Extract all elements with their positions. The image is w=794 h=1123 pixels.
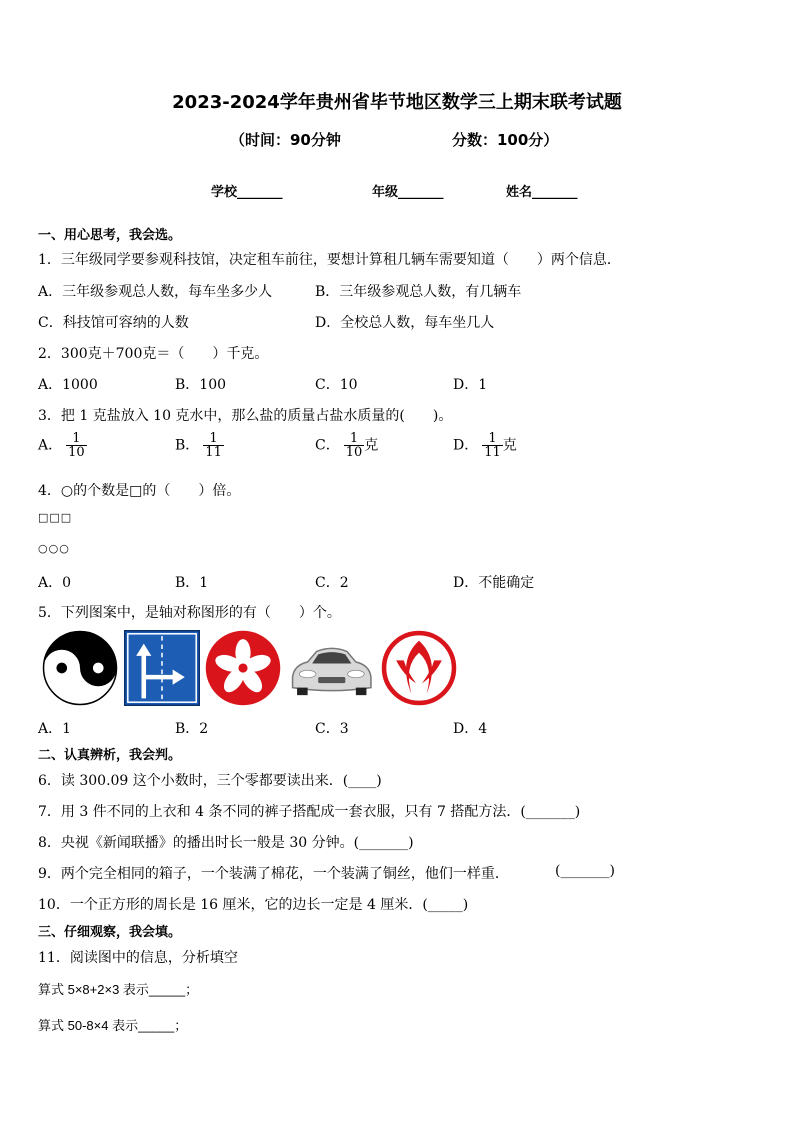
exam-time: （时间：90分钟 [230, 131, 341, 149]
q10: 10．一个正方形的周长是 16 厘米，它的边长一定是 4 厘米．(_____) [38, 897, 469, 913]
bauhinia-flag-image [205, 630, 281, 706]
q3-option-a [38, 432, 87, 459]
q11-line2: 算式 50-8×4 表示_____； [38, 1018, 188, 1033]
q3-d-fraction: $\frac{1}{11}$ [484, 431, 501, 460]
q3-c-label: C． [315, 437, 340, 454]
q5-option-b: B．2 [175, 721, 209, 737]
yin-yang-image [42, 630, 118, 706]
q1-option-a: A．三年级参观总人数，每车坐多少人 [38, 284, 273, 300]
q9: 9．两个完全相同的箱子，一个装满了棉花，一个装满了铜丝，他们一样重． [38, 866, 509, 882]
q11-stem: 11．阅读图中的信息，分析填空 [38, 950, 238, 966]
q2-option-a: A．1000 [38, 377, 98, 393]
section-1-heading: 一、用心思考，我会选。 [38, 228, 182, 243]
car-image [282, 630, 380, 706]
q8: 8．央视《新闻联播》的播出时长一般是 30 分钟。(_______) [38, 835, 414, 851]
section-3-heading: 三、仔细观察，我会填。 [38, 925, 182, 940]
q2-stem: 2．300克＋700克＝（ ）千克。 [38, 346, 269, 362]
q11-line1: 算式 5×8+2×3 表示_____； [38, 982, 199, 997]
q9-blank: (_______) [555, 863, 615, 879]
q4-circles: ○○○ [38, 542, 70, 555]
name-field: 姓名_______ [506, 185, 578, 200]
q1-option-c: C．科技馆可容纳的人数 [38, 315, 189, 331]
q3-option-d [453, 432, 517, 459]
q3-b-fraction: $\frac{1}{11}$ [205, 431, 222, 460]
q4-option-d: D．不能确定 [453, 575, 535, 591]
q4-option-a: A．0 [38, 575, 72, 591]
q4-option-c: C．2 [315, 575, 349, 591]
q3-c-unit: 克 [364, 437, 379, 454]
q6: 6．读 300.09 这个小数时，三个零都要读出来．(____) [38, 773, 382, 789]
q2-option-c: C．10 [315, 377, 358, 393]
section-2-heading: 二、认真辨析，我会判。 [38, 748, 182, 763]
q3-a-label: A． [38, 437, 63, 454]
q5-stem: 5．下列图案中，是轴对称图形的有（ ）个。 [38, 605, 341, 621]
grade-field: 年级_______ [372, 185, 444, 200]
page-title: 2023-2024学年贵州省毕节地区数学三上期末联考试题 [172, 92, 622, 113]
q3-stem: 3．把 1 克盐放入 10 克水中，那么盐的质量占盐水质量的( )。 [38, 408, 453, 424]
q5-option-a: A．1 [38, 721, 72, 737]
q4-option-b: B．1 [175, 575, 209, 591]
q3-option-b [175, 432, 224, 459]
q2-option-d: D．1 [453, 377, 488, 393]
q3-a-fraction: $\frac{1}{10}$ [68, 431, 85, 460]
exam-score: 分数：100分） [452, 131, 559, 149]
q1-option-d: D．全校总人数，每车坐几人 [315, 315, 495, 331]
school-field: 学校_______ [211, 185, 283, 200]
q1-option-b: B．三年级参观总人数，有几辆车 [315, 284, 522, 300]
q2-option-b: B．100 [175, 377, 227, 393]
q3-b-label: B． [175, 437, 200, 454]
q4-squares: □□□ [38, 511, 73, 524]
q3-d-unit: 克 [502, 437, 517, 454]
q3-d-label: D． [453, 437, 479, 454]
q5-option-c: C．3 [315, 721, 349, 737]
traffic-sign-image [124, 630, 200, 706]
q1-stem: 1．三年级同学要参观科技馆，决定租车前往，要想计算租几辆车需要知道（ ）两个信息． [38, 252, 621, 268]
q4-stem: 4．○的个数是□的（ ）倍。 [38, 483, 241, 499]
q5-option-d: D．4 [453, 721, 488, 737]
q3-option-c [315, 432, 378, 459]
q3-c-fraction: $\frac{1}{10}$ [345, 431, 363, 460]
car-logo-image [381, 630, 457, 706]
q7: 7．用 3 件不同的上衣和 4 条不同的裤子搭配成一套衣服，只有 7 搭配方法．(_______) [38, 804, 581, 820]
